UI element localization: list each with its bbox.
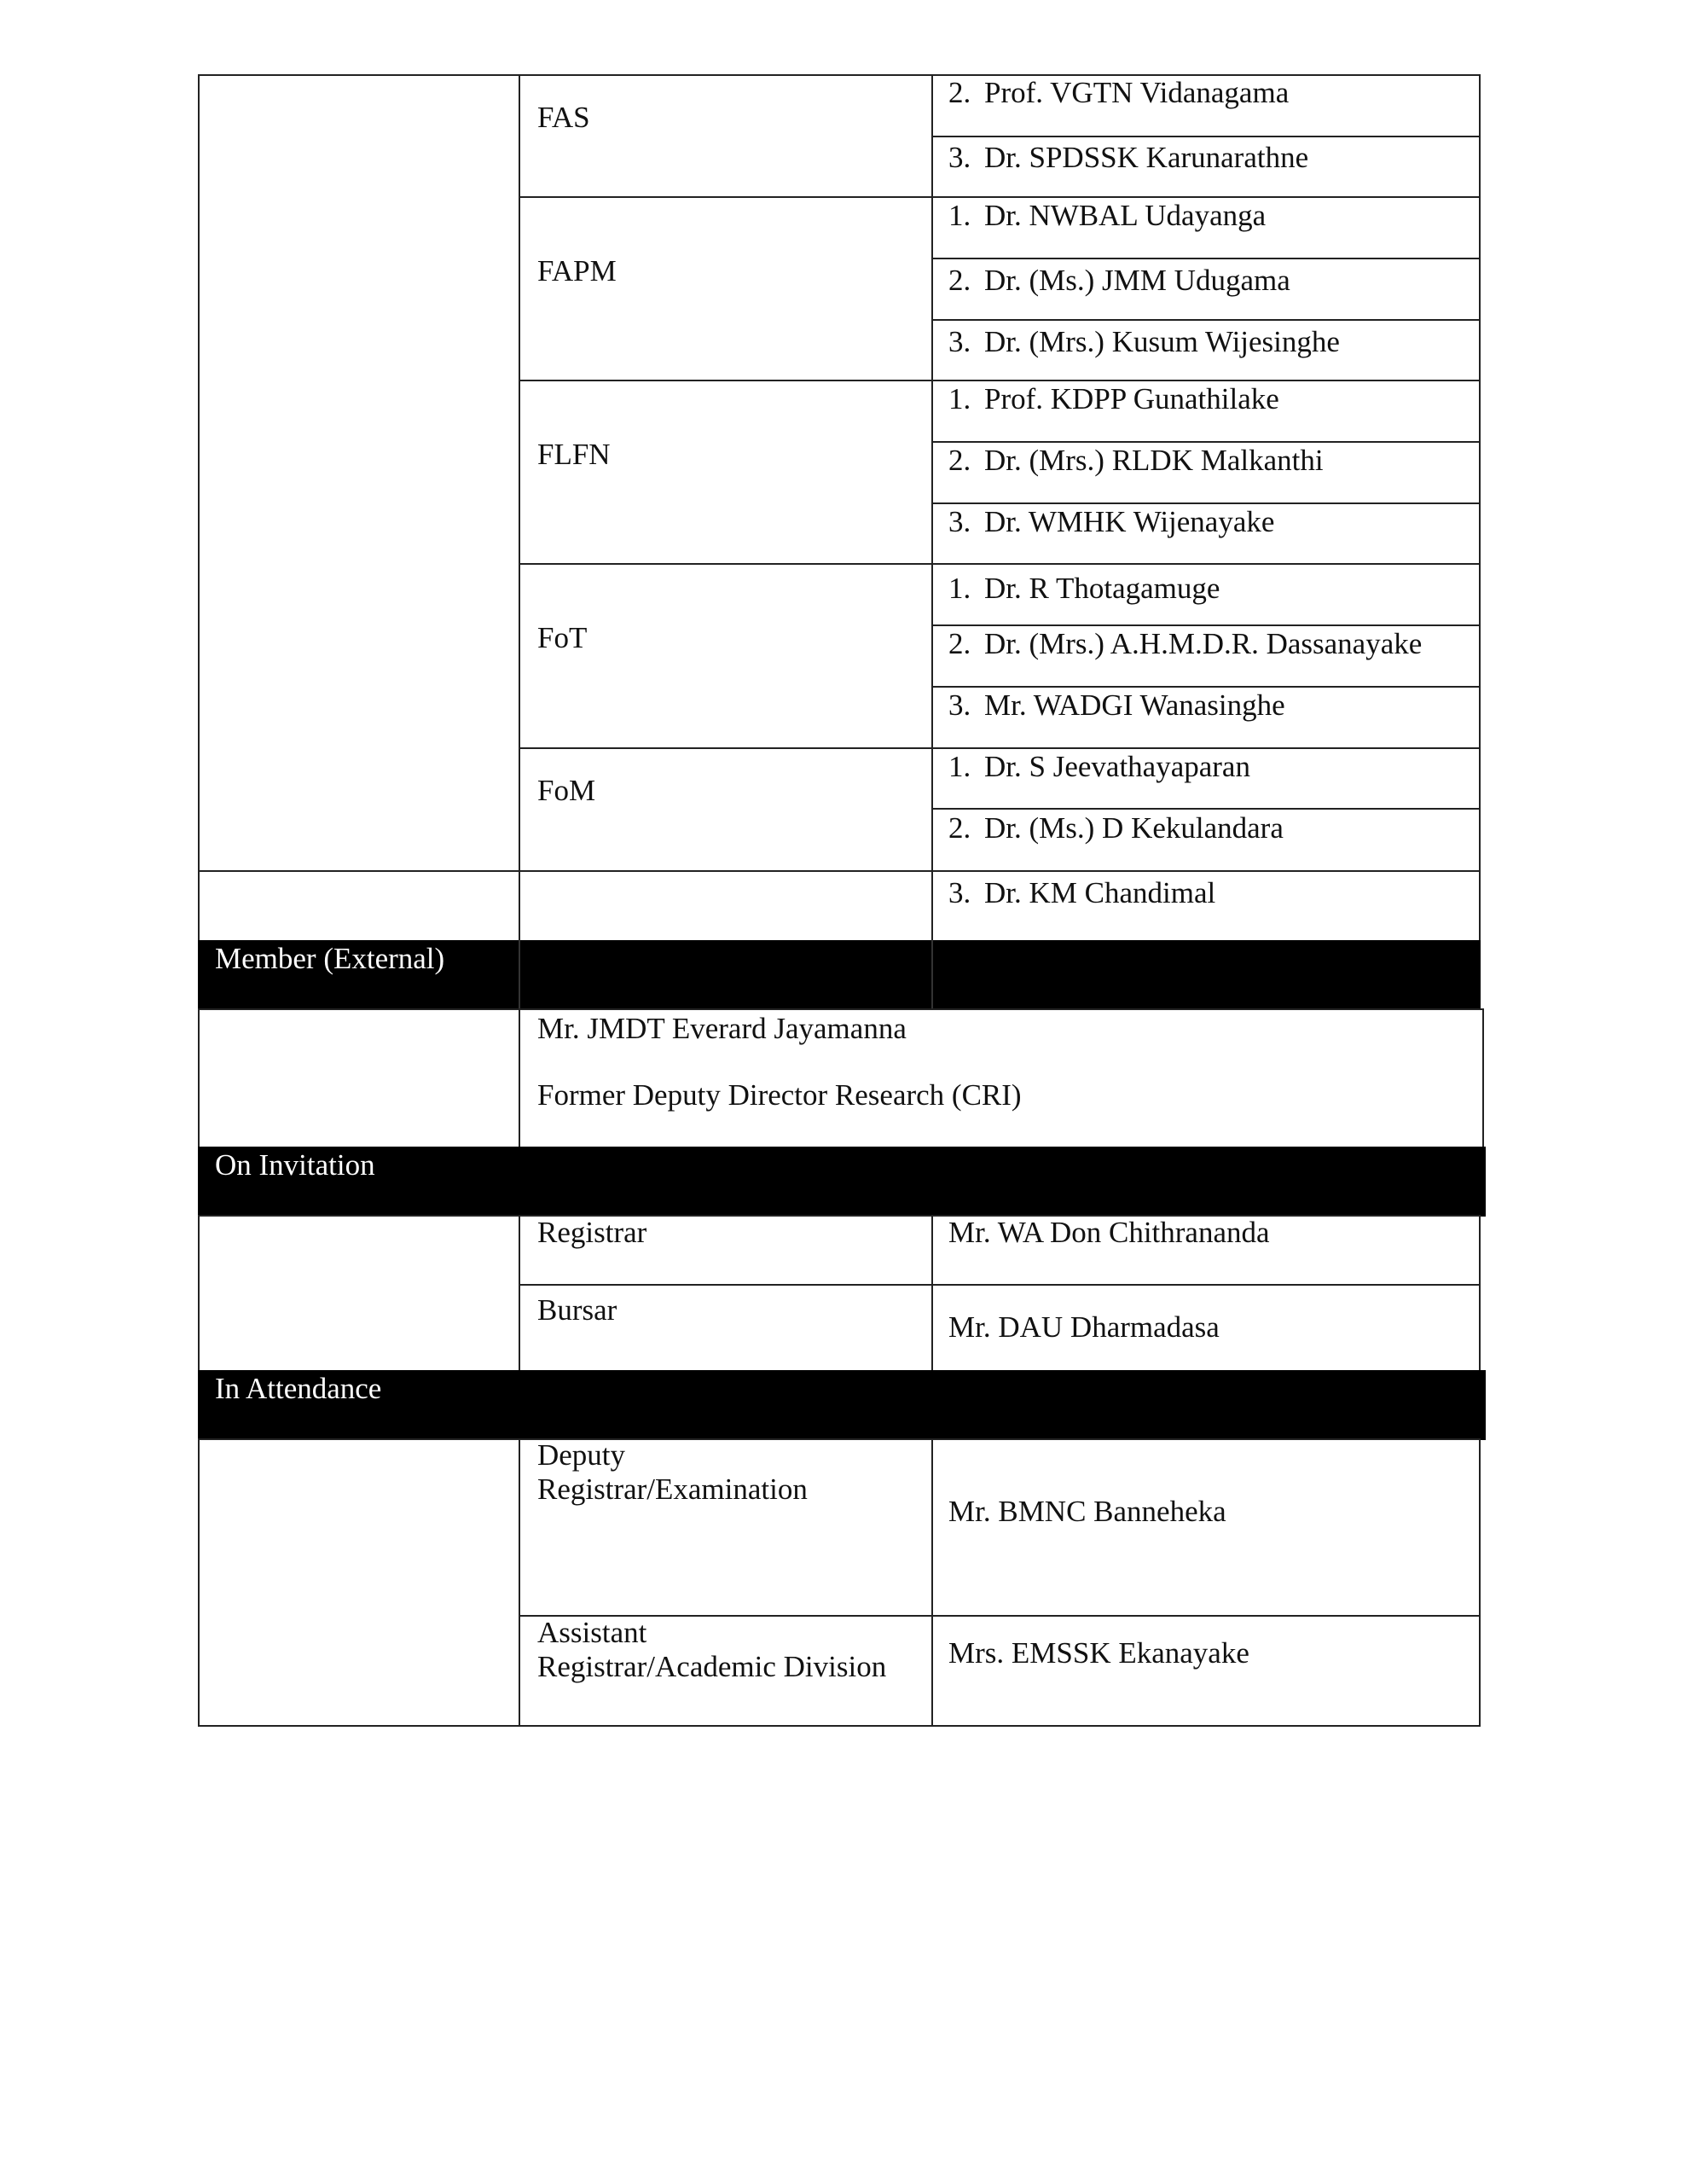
attendance-divider <box>931 1438 933 1727</box>
invitation-table <box>198 1215 1481 1372</box>
member-row-separator <box>931 319 1481 321</box>
invitation-role: Registrar <box>537 1216 647 1249</box>
external-divider <box>519 1008 520 1148</box>
member-entry: 2. Dr. (Ms.) JMM Udugama <box>948 264 1290 297</box>
faculty-group-separator <box>519 380 1481 381</box>
member-row-separator <box>931 808 1481 810</box>
member-row-separator <box>931 441 1481 443</box>
member-entry: 3. Dr. SPDSSK Karunarathne <box>948 141 1309 174</box>
member-entry: 2. Dr. (Ms.) D Kekulandara <box>948 811 1284 845</box>
band-divider <box>519 940 520 1010</box>
external-member-title: Former Deputy Director Research (CRI) <box>537 1078 1022 1112</box>
member-entry: 3. Dr. KM Chandimal <box>948 876 1216 909</box>
member-entry: 1. Dr. R Thotagamuge <box>948 572 1220 605</box>
member-entry: 2. Prof. VGTN Vidanagama <box>948 76 1290 109</box>
section-title: Member (External) <box>215 942 445 975</box>
faculty-code: FAPM <box>537 254 617 288</box>
attendance-role: Deputy Registrar/Examination <box>537 1438 808 1507</box>
invitation-name: Mr. DAU Dharmadasa <box>948 1310 1220 1344</box>
faculty-code: FAS <box>537 101 590 134</box>
faculty-code: FoT <box>537 621 588 654</box>
faculty-group-separator <box>519 747 1481 749</box>
section-title: On Invitation <box>215 1148 375 1182</box>
band-divider <box>931 940 933 1010</box>
member-entry: 1. Prof. KDPP Gunathilake <box>948 382 1279 415</box>
attendance-role: Assistant Registrar/Academic Division <box>537 1616 887 1684</box>
member-row-separator <box>931 624 1481 626</box>
member-entry: 3. Dr. (Mrs.) Kusum Wijesinghe <box>948 325 1340 358</box>
faculty-col-divider-2 <box>931 74 933 872</box>
section-header-in-attendance <box>198 1370 1486 1440</box>
faculty-code: FoM <box>537 774 596 807</box>
attendance-divider <box>519 1438 520 1727</box>
member-entry: 3. Mr. WADGI Wanasinghe <box>948 688 1285 722</box>
invitation-role: Bursar <box>537 1293 617 1327</box>
continuation-divider <box>519 870 520 942</box>
member-row-separator <box>931 136 1481 137</box>
member-entry: 1. Dr. S Jeevathayaparan <box>948 750 1250 783</box>
member-entry: 3. Dr. WMHK Wijenayake <box>948 505 1275 538</box>
member-row-separator <box>931 258 1481 259</box>
member-entry: 2. Dr. (Mrs.) A.H.M.D.R. Dassanayake <box>948 627 1423 660</box>
external-member-name: Mr. JMDT Everard Jayamanna <box>537 1012 907 1045</box>
invitation-row-separator <box>519 1284 1481 1286</box>
continuation-row <box>198 870 1481 942</box>
attendance-name: Mr. BMNC Banneheka <box>948 1495 1226 1528</box>
section-header-on-invitation <box>198 1147 1486 1217</box>
faculty-group-separator <box>519 563 1481 565</box>
faculty-code: FLFN <box>537 438 611 471</box>
member-row-separator <box>931 502 1481 504</box>
continuation-divider <box>931 870 933 942</box>
member-entry: 2. Dr. (Mrs.) RLDK Malkanthi <box>948 444 1324 477</box>
member-entry: 1. Dr. NWBAL Udayanga <box>948 199 1267 232</box>
faculty-col-divider-1 <box>519 74 520 872</box>
invitation-divider <box>519 1215 520 1372</box>
section-title: In Attendance <box>215 1372 382 1405</box>
invitation-divider <box>931 1215 933 1372</box>
invitation-name: Mr. WA Don Chithrananda <box>948 1216 1270 1249</box>
attendance-name: Mrs. EMSSK Ekanayake <box>948 1636 1249 1670</box>
faculty-group-separator <box>519 196 1481 198</box>
member-row-separator <box>931 686 1481 688</box>
